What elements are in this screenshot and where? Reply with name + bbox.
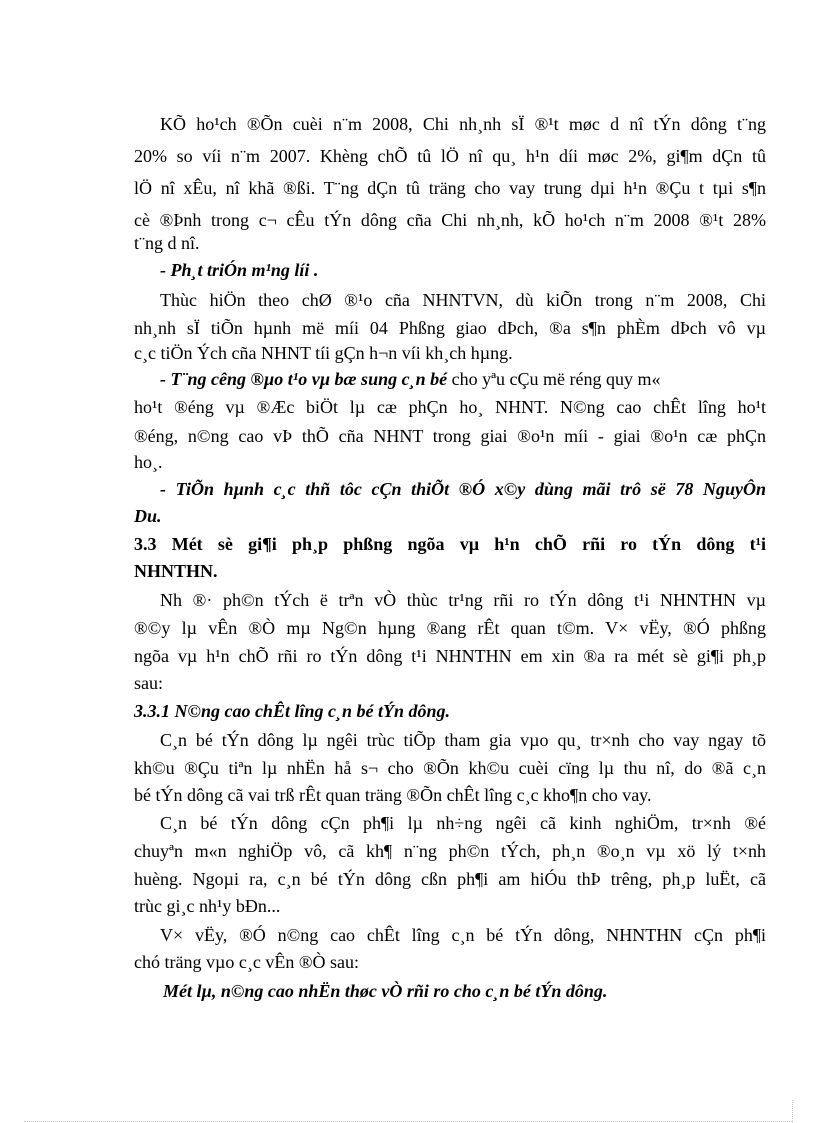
text-line: chó träng vµo c¸c vÊn ®Ò sau: [134, 952, 359, 972]
text-line: lÖ nî xÊu, nî khã ®ßi. T¨ng dÇn tû träng cho vay trung dµi h¹n ®Çu t tµi s¶n [134, 178, 766, 198]
text-line: ®©y lµ vÊn ®Ò mµ Ng©n hµng ®ang rÊt quan t©m. V× vËy, ®Ó phßng [134, 618, 766, 638]
bullet-heading: - T¨ng cêng ®µo t¹o vµ bæ sung c¸n bé [160, 369, 448, 389]
text-line: c¸c tiÖn Ých cña NHNT tíi gÇn h¬n víi kh¸ch hµng. [134, 343, 513, 363]
section-heading: NHNTHN. [134, 561, 218, 581]
text-line: nh¸nh sÏ tiÕn hµnh më míi 04 Phßng giao dÞch, ®a s¶n phÈm dÞch vô vµ [134, 318, 766, 338]
text-line: 20% so víi n¨m 2007. Khèng chÕ tû lÖ nî qu¸ h¹n díi møc 2%, gi¶m dÇn tû [134, 146, 766, 166]
text-line: huèng. Ngoµi ra, c¸n bé tÝn dông cßn ph¶i am hiÓu thÞ trêng, ph¸p luËt, cã [134, 869, 766, 889]
text-line: ho¹t ®éng vµ ®Æc biÖt lµ cæ phÇn ho¸ NHNT. N©ng cao chÊt lîng ho¹t [134, 397, 766, 417]
subsection-heading: 3.3.1 N©ng cao chÊt lîng c¸n bé tÝn dông. [134, 701, 450, 721]
text-line: sau: [134, 673, 163, 693]
bullet-heading: Du. [134, 506, 162, 526]
text-line: ngõa vµ h¹n chÕ rñi ro tÝn dông t¹i NHNTHN em xin ®a ra mét sè gi¶i ph¸p [134, 646, 766, 666]
text-line: trùc gi¸c nh¹y bÐn... [134, 896, 281, 916]
text-run: cho yªu cÇu më réng quy m« [447, 369, 661, 389]
text-line: Thùc hiÖn theo chØ ®¹o cña NHNTVN, dù kiÕn trong n¨m 2008, Chi [160, 290, 766, 310]
text-line: V× vËy, ®Ó n©ng cao chÊt lîng c¸n bé tÝn dông, NHNTHN cÇn ph¶i [160, 925, 766, 945]
text-line: kh©u ®Çu tiªn lµ nhËn hå s¬ cho ®Õn kh©u cuèi cïng lµ thu nî, do ®ã c¸n [134, 758, 766, 778]
text-line: C¸n bé tÝn dông lµ ngêi trùc tiÕp tham gia vµo qu¸ tr×nh cho vay ngay tõ [160, 730, 766, 750]
text-line: ®éng, n©ng cao vÞ thÕ cña NHNT trong giai ®o¹n míi - giai ®o¹n cæ phÇn [134, 426, 766, 446]
text-line: KÕ ho¹ch ®Õn cuèi n¨m 2008, Chi nh¸nh sÏ ®¹t møc d nî tÝn dông t¨ng [160, 114, 766, 134]
text-line: bé tÝn dông cã vai trß rÊt quan träng ®Õn chÊt lîng c¸c kho¶n cho vay. [134, 785, 652, 805]
bullet-heading: - TiÕn hµnh c¸c thñ tôc cÇn thiÕt ®Ó x©y dùng mãi trô së 78 NguyÔn [160, 479, 766, 499]
text-line: chuyªn m«n nghiÖp vô, cã kh¶ n¨ng ph©n tÝch, ph¸n ®o¸n vµ xö lý t×nh [134, 841, 766, 861]
text-line: cè ®Þnh trong c¬ cÊu tÝn dông cña Chi nh¸nh, kÕ ho¹ch n¨m 2008 ®¹t 28% [134, 210, 766, 230]
text-line [160, 368, 661, 390]
bold-italic-line: Mét lµ, n©ng cao nhËn thøc vÒ rñi ro cho c¸n bé tÝn dông. [163, 981, 608, 1001]
text-line: ho¸. [134, 452, 163, 472]
section-heading: 3.3 Mét sè gi¶i ph¸p phßng ngõa vµ h¹n chÕ rñi ro tÝn dông t¹i [134, 534, 766, 554]
page-border-corner [792, 1100, 793, 1123]
page-border-bottom [24, 1121, 792, 1122]
bullet-heading: - Ph¸t triÓn m¹ng líi . [160, 260, 319, 280]
text-line: t¨ng d nî. [134, 233, 200, 253]
text-line: C¸n bé tÝn dông cÇn ph¶i lµ nh÷ng ngêi cã kinh nghiÖm, tr×nh ®é [160, 813, 766, 833]
text-line: Nh ®· ph©n tÝch ë trªn vÒ thùc tr¹ng rñi ro tÝn dông t¹i NHNTHN vµ [160, 590, 766, 610]
